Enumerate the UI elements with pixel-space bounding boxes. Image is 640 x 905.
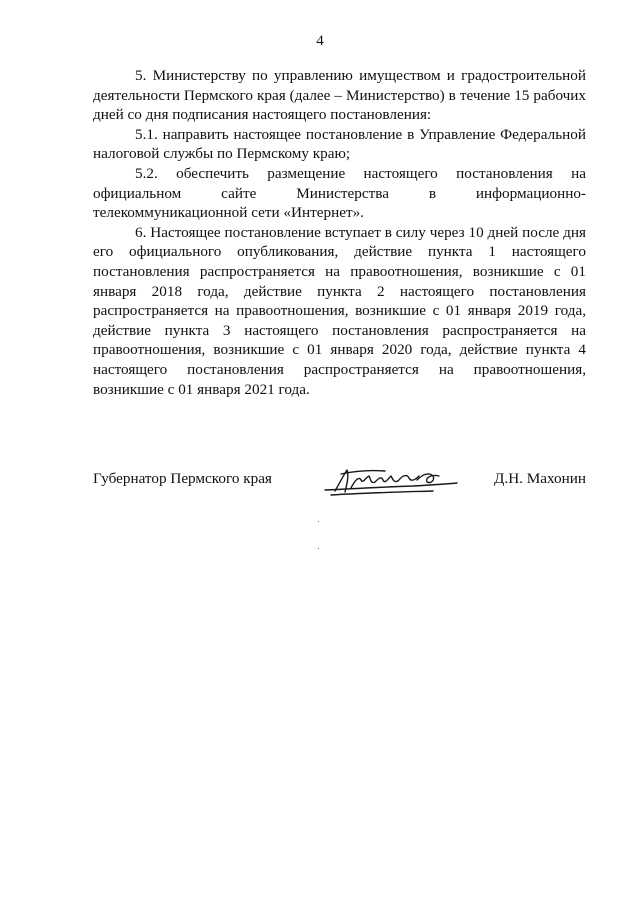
scan-speck <box>318 548 319 549</box>
paragraph-item-6: 6. Настоящее постановление вступает в силу через 10 дней после дня его официального опубликования, действие пункта 1 настоящего постановления распространяется на правоотношения, возникшие с 01 января 2018 года, действие пункта 2 настоящего постановления распространяется на правоотношения, возникшие с 01 января 2019 года, действие пункта 3 настоящего постановления распространяется на правоотношения, возникшие с 01 января 2020 года, действие пункта 4 настоящего постановления распространяется на правоотношения, возникшие с 01 января 2021 года. <box>93 223 586 398</box>
paragraph-item-5: 5. Министерству по управлению имуществом и градостроительной деятельности Пермского края (далее – Министерство) в течение 15 рабочих дней со дня подписания настоящего постановления: <box>93 67 586 124</box>
signatory-name: Д.Н. Махонин <box>494 470 586 487</box>
signature-block <box>93 462 586 502</box>
page-number: 4 <box>316 33 324 49</box>
paragraph-item-5-2: 5.2. обеспечить размещение настоящего постановления на официальном сайте Министерства в информационно-телекоммуникационной сети «Интернет». <box>93 164 586 222</box>
paragraph-item-5-1: 5.1. направить настоящее постановление в Управление Федеральной налоговой службы по Пермскому краю; <box>93 125 586 163</box>
scan-speck <box>318 521 319 522</box>
handwritten-signature-icon <box>321 462 461 502</box>
signatory-position: Губернатор Пермского края <box>93 470 272 487</box>
document-body <box>93 66 586 399</box>
